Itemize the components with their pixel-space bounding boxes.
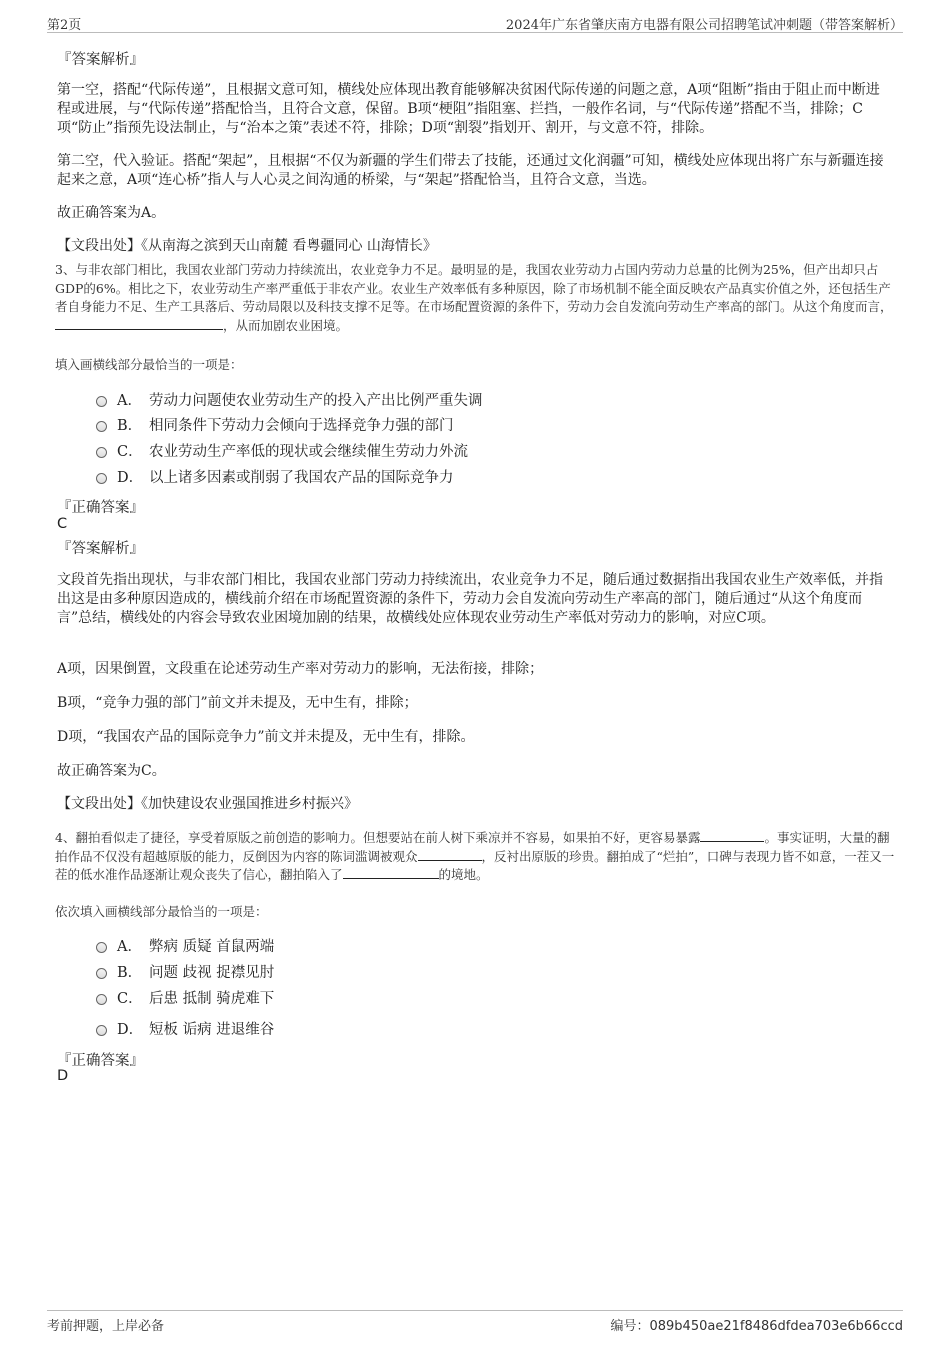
q3-correct-label: 『正确答案』 [57, 500, 144, 516]
page-header [47, 12, 903, 33]
radio-icon[interactable] [96, 1025, 107, 1036]
q3-stem: 3、与非农部门相比，我国农业部门劳动力持续流出，农业竞争力不足。最明显的是，我国农业劳动力占国内劳动力总量的比例为25%，但产出却只占GDP的6%。相比之下，农业劳动生产率严重低于非农产业。农业生产效率低有多种原因，除了市场机制不能全面反映农产品真实价值之外，还包括生产者自身能力不足、生产工具落后、劳动局限以及科技支撑不足等。在市场配置资源的条件下，劳动力会自发流向劳动生产率高的部门。从这个角度而言，，从而加剧农业困境。 [55, 262, 893, 333]
q2-analysis-label: 『答案解析』 [57, 52, 144, 68]
q4-option-d[interactable]: D． 短板 诟病 进退维谷 [96, 1020, 274, 1040]
q2-conclusion: 故正确答案为A。 [57, 205, 166, 221]
footer-code: 编号：089b450ae21f8486dfdea703e6b66ccd [610, 1319, 903, 1334]
q4-option-a[interactable]: A． 弊病 质疑 首鼠两端 [96, 937, 274, 957]
q4-option-b[interactable]: B． 问题 歧视 捉襟见肘 [96, 963, 274, 983]
q2-analysis-para2: 第二空，代入验证。搭配“架起”，且根据“不仅为新疆的学生们带去了技能，还通过文化润疆”可知，横线处应体现出将广东与新疆连接起来之意，A项“连心桥”指人与人心灵之间沟通的桥梁，与“架起”搭配恰当，且符合文意，当选。 [57, 153, 884, 188]
q4-blank-2 [418, 848, 482, 861]
footer-slogan: 考前押题，上岸必备 [47, 1319, 165, 1334]
radio-icon[interactable] [96, 447, 107, 458]
q4-blank-1 [700, 829, 764, 842]
q3-conclusion: 故正确答案为C。 [57, 763, 166, 779]
q3-option-c[interactable]: C． 农业劳动生产率低的现状或会继续催生劳动力外流 [96, 442, 468, 462]
q3-blank [55, 317, 223, 330]
radio-icon[interactable] [96, 473, 107, 484]
q2-source: 【文段出处】《从南海之滨到天山南麓 看粤疆同心 山海情长》 [57, 238, 437, 254]
q3-analysis: 文段首先指出现状，与非农部门相比，我国农业部门劳动力持续流出，农业竞争力不足，随后通过数据指出我国农业生产效率低，并指出这是由多种原因造成的，横线前介绍在市场配置资源的条件下，劳动力会自发流向劳动生产率高的部门，随后通过“从这个角度而言”总结，横线处的内容会导致农业困境加剧的结果，故横线处应体现农业劳动生产率低对劳动力的影响，对应C项。 [57, 572, 883, 626]
q3-option-d[interactable]: D． 以上诸多因素或削弱了我国农产品的国际竞争力 [96, 468, 454, 488]
page-number: 第2页 [47, 18, 82, 33]
q3-note-a: A项，因果倒置，文段重在论述劳动生产率对劳动力的影响，无法衔接，排除； [57, 661, 544, 677]
q4-option-c[interactable]: C． 后患 抵制 骑虎难下 [96, 989, 274, 1009]
q3-option-b[interactable]: B． 相同条件下劳动力会倾向于选择竞争力强的部门 [96, 416, 454, 436]
q4-stem: 4、翻拍看似走了捷径，享受着原版之前创造的影响力。但想要站在前人树下乘凉并不容易，如果拍不好，更容易暴露 。事实证明，大量的翻拍作品不仅没有超越原版的能力，反倒因为内容的陈词滥调被观众 ，反衬出原版的珍贵。翻拍成了“烂拍”，口碑与表现力皆不如意，一茬又一茬的低水准作品逐渐让观众丧失了信心，翻拍陷入了 的境地。 [55, 830, 895, 882]
radio-icon[interactable] [96, 942, 107, 953]
q3-correct-answer: C [57, 516, 68, 532]
radio-icon[interactable] [96, 396, 107, 407]
q4-prompt: 依次填入画横线部分最恰当的一项是： [55, 904, 268, 919]
q4-correct-answer: D [57, 1068, 69, 1084]
document-title: 2024年广东省肇庆南方电器有限公司招聘笔试冲刺题（带答案解析） [505, 18, 903, 33]
radio-icon[interactable] [96, 994, 107, 1005]
q4-correct-label: 『正确答案』 [57, 1053, 144, 1069]
q3-note-d: D项，“我国农产品的国际竞争力”前文并未提及，无中生有，排除。 [57, 729, 475, 745]
q3-option-a[interactable]: A． 劳动力问题使农业劳动生产的投入产出比例严重失调 [96, 391, 483, 411]
q3-analysis-label: 『答案解析』 [57, 541, 144, 557]
q4-blank-3 [343, 866, 439, 879]
radio-icon[interactable] [96, 421, 107, 432]
q3-prompt: 填入画横线部分最恰当的一项是： [55, 357, 243, 372]
q3-note-b: B项，“竞争力强的部门”前文并未提及，无中生有，排除； [57, 695, 418, 711]
q2-analysis-para1: 第一空，搭配“代际传递”，且根据文意可知，横线处应体现出教育能够解决贫困代际传递的问题之意，A项“阻断”指由于阻止而中断进程或进展，与“代际传递”搭配恰当，且符合文意，保留。B项“梗阻”指阻塞、拦挡，一般作名词，与“代际传递”搭配不当，排除；C项“防止”指预先设法制止，与“治本之策”表述不符，排除；D项“割裂”指划开、割开，与文意不符，排除。 [57, 82, 880, 136]
q3-source: 【文段出处】《加快建设农业强国推进乡村振兴》 [57, 796, 358, 812]
radio-icon[interactable] [96, 968, 107, 979]
page-footer [47, 1310, 903, 1334]
